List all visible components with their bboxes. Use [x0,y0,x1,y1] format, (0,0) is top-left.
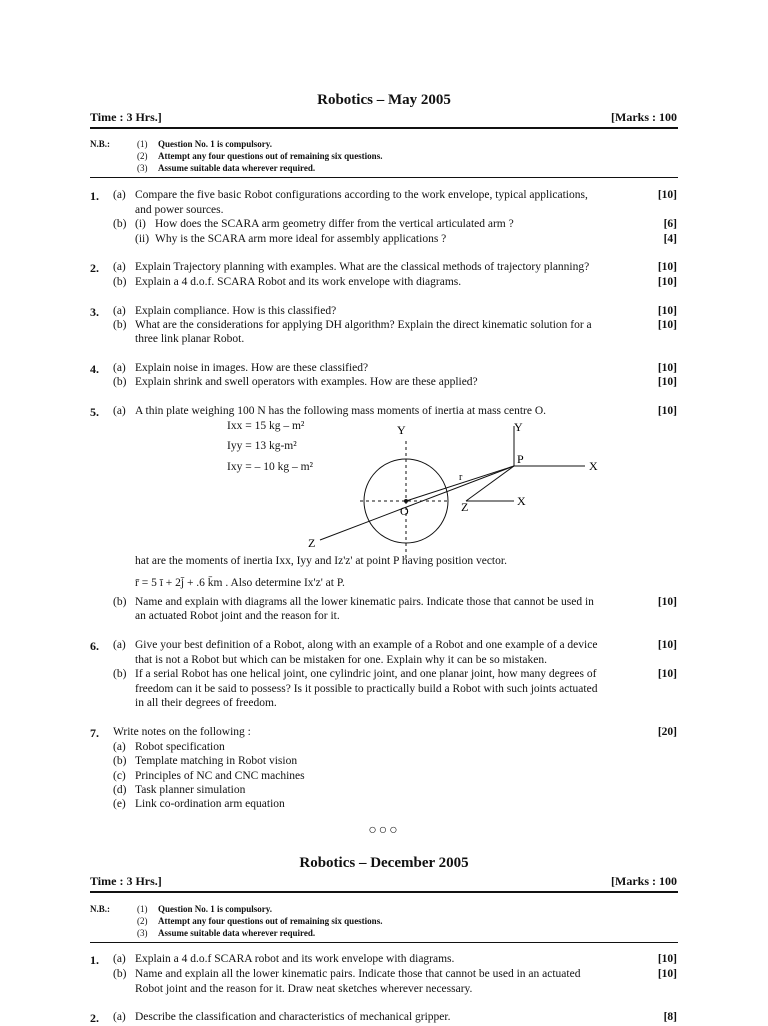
note-text: Attempt any four questions out of remaining six questions. [158,151,383,161]
list-item-tag: (a) [113,741,126,753]
question-text: Name and explain with diagrams all the lower kinematic pairs. Indicate those that cannot be used in [135,596,594,608]
part-tag: (a) [113,953,126,965]
centre-point-o [404,499,408,503]
note-num: (2) [137,151,148,161]
marks: [10] [657,305,677,317]
p-z-axis [466,466,514,501]
part-tag: (b) [113,376,127,388]
fig-label: Y [397,423,406,437]
note-text: Question No. 1 is compulsory. [158,139,273,149]
question-text: Why is the SCARA arm more ideal for assembly applications ? [155,233,447,245]
question-number: 1. [90,189,99,203]
note-num: (2) [137,916,148,926]
fig-label: O [400,504,409,518]
nb-rule [90,942,678,943]
question-text: Name and explain all the lower kinematic pairs. Indicate those that cannot be used in an actuated [135,968,581,980]
question-text: an actuated Robot joint and the reason for it. [135,610,340,622]
marks: [10] [657,362,677,374]
paper-title: Robotics – May 2005 [317,92,451,108]
question-text: Write notes on the following : [113,726,251,738]
fig-label: Z [461,500,469,514]
inertia-iyy: Iyy = 13 kg-m² [227,440,297,452]
part-tag: (a) [113,261,126,273]
marks: [4] [663,233,677,245]
note-num: (3) [137,163,148,173]
question-text: Explain a 4 d.o.f SCARA robot and its work envelope with diagrams. [135,953,455,965]
list-item-tag: (c) [113,770,126,782]
question-text: freedom can it be said to possess? Is it possible to practically build a Robot with such joints actuated [135,683,598,695]
list-item: Template matching in Robot vision [135,755,298,767]
list-item: Principles of NC and CNC machines [135,770,305,782]
list-item: Link co-ordination arm equation [135,798,285,810]
note-text: Assume suitable data wherever required. [158,163,316,173]
marks: [20] [657,726,677,738]
part-tag: (b) [113,596,127,608]
note-text: Question No. 1 is compulsory. [158,904,273,914]
time-label: Time : 3 Hrs.] [90,110,162,124]
question-number: 6. [90,639,99,653]
question-number: 7. [90,726,99,740]
note-num: (1) [137,139,148,149]
subpart-tag: (ii) [135,233,150,245]
fig-label: P [517,452,524,466]
part-tag: (b) [113,319,127,331]
question-text: in all their degrees of freedom. [135,697,277,709]
marks: [10] [657,596,677,608]
question-text: If a serial Robot has one helical joint, one cylindric joint, and one planar joint, how many degrees of [135,668,597,680]
marks: [10] [657,319,677,331]
marks: [10] [657,968,677,980]
time-label: Time : 3 Hrs.] [90,874,162,888]
question-number: 2. [90,261,99,275]
note-text: Attempt any four questions out of remaining six questions. [158,916,383,926]
note-num: (1) [137,904,148,914]
note-text: Assume suitable data wherever required. [158,928,316,938]
fig-label: X [589,459,598,473]
list-item-tag: (d) [113,784,127,796]
marks: [6] [663,218,677,230]
part-tag: (b) [113,218,127,230]
part-tag: (a) [113,405,126,417]
question-text: three link planar Robot. [135,333,245,345]
question-text: and power sources. [135,204,224,216]
question-text: hat are the moments of inertia Ixx, Iyy and Iz'z' at point P having position vector. [135,555,507,567]
part-tag: (b) [113,276,127,288]
question-text: Describe the classification and characteristics of mechanical gripper. [135,1011,451,1023]
question-text: Explain compliance. How is this classified? [135,305,337,317]
note-num: (3) [137,928,148,938]
part-tag: (a) [113,362,126,374]
question-text: that is not a Robot but which can be mistaken for one. Explain why it can be so mistaken. [135,654,547,666]
question-number: 4. [90,362,99,376]
subpart-tag: (i) [135,218,146,230]
section-separator: ○○○ [368,823,400,838]
marks: [10] [657,276,677,288]
nb-label: N.B.: [90,139,110,149]
fig-label: Y [514,420,523,434]
list-item: Robot specification [135,741,225,753]
list-item: Task planner simulation [135,784,246,796]
inertia-ixx: Ixx = 15 kg – m² [227,420,305,432]
question-text: Robot joint and the reason for it. Draw neat sketches wherever necessary. [135,983,473,995]
marks: [10] [657,261,677,273]
question-text: Give your best definition of a Robot, along with an example of a Robot and one example of a device [135,639,598,651]
nb-label: N.B.: [90,904,110,914]
question-text: A thin plate weighing 100 N has the following mass moments of inertia at mass centre O. [135,405,547,417]
marks: [10] [657,405,677,417]
part-tag: (a) [113,1011,126,1023]
question-number: 1. [90,953,99,967]
fig-label: X [517,494,526,508]
part-tag: (b) [113,668,127,680]
question-text: How does the SCARA arm geometry differ from the vertical articulated arm ? [155,218,514,230]
list-item-tag: (b) [113,755,127,767]
marks-label: [Marks : 100 [611,110,677,124]
z-axis-line [320,466,514,540]
header-rule [90,891,678,893]
fig-label: Z [308,536,316,550]
question-text: Compare the five basic Robot configurations according to the work envelope, typical applications, [135,189,588,201]
fig-label: r [459,472,463,483]
part-tag: (a) [113,189,126,201]
question-number: 5. [90,405,99,419]
question-text: Explain shrink and swell operators with examples. How are these applied? [135,376,478,388]
marks: [10] [657,953,677,965]
question-text: Explain noise in images. How are these classified? [135,362,369,374]
marks: [10] [657,376,677,388]
question-number: 3. [90,305,99,319]
part-tag: (b) [113,968,127,980]
inertia-ixy: Ixy = – 10 kg – m² [227,461,313,473]
question-text: Explain a 4 d.o.f. SCARA Robot and its work envelope with diagrams. [135,276,462,288]
marks: [10] [657,639,677,651]
list-item-tag: (e) [113,798,126,810]
question-text: What are the considerations for applying DH algorithm? Explain the direct kinematic solution for a [135,319,592,331]
question-number: 2. [90,1011,99,1025]
question-text: Explain Trajectory planning with examples. What are the classical methods of trajectory planning? [135,261,590,273]
position-vector-text: r̄ = 5 ī + 2j̄ + .6 k̄m . Also determine Ix'z' at P. [135,577,345,589]
paper-title: Robotics – December 2005 [299,855,469,871]
marks: [8] [663,1011,677,1023]
marks-label: [Marks : 100 [611,874,677,888]
marks: [10] [657,189,677,201]
part-tag: (a) [113,639,126,651]
part-tag: (a) [113,305,126,317]
marks: [10] [657,668,677,680]
